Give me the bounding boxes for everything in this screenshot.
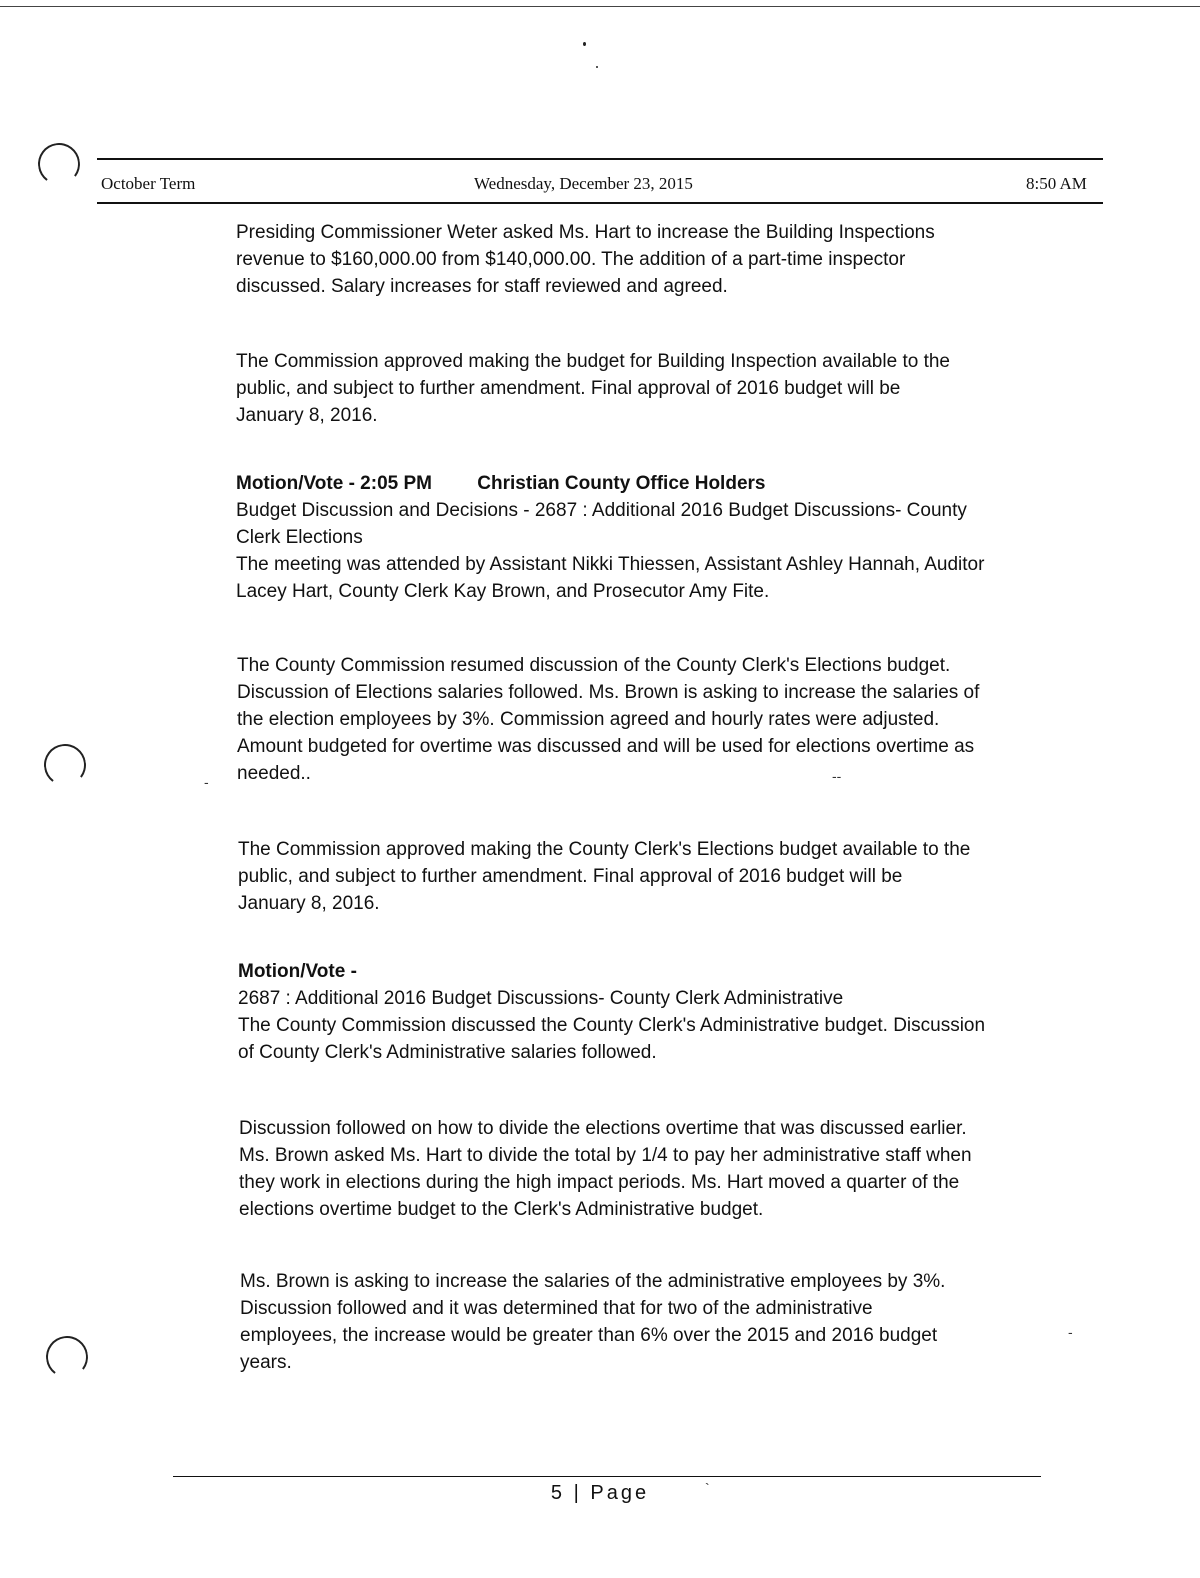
text-line: Discussion followed on how to divide the elections overtime that was discussed earlier. (239, 1118, 967, 1139)
text-line: The County Commission resumed discussion of the County Clerk's Elections budget. (237, 655, 951, 676)
agenda-subject: Christian County Office Holders (477, 473, 766, 494)
text-line: 2687 : Additional 2016 Budget Discussions- County Clerk Administrative (238, 988, 844, 1009)
text-line: public, and subject to further amendment. Final approval of 2016 budget will be (238, 866, 903, 887)
scan-speck (596, 66, 598, 68)
header-time: 8:50 AM (1026, 174, 1087, 193)
text-line: revenue to $160,000.00 from $140,000.00. The addition of a part-time inspector (236, 249, 906, 270)
scan-dash-mark: -- (832, 768, 842, 784)
text-line: elections overtime budget to the Clerk's Administrative budget. (239, 1199, 764, 1220)
text-line: Ms. Brown asked Ms. Hart to divide the total by 1/4 to pay her administrative staff when (239, 1145, 972, 1166)
header-bottom-rule (97, 202, 1103, 204)
header-date: Wednesday, December 23, 2015 (474, 174, 693, 193)
paragraph (237, 652, 979, 787)
text-line: The Commission approved making the budget for Building Inspection available to the (236, 351, 950, 372)
text-line: The County Commission discussed the County Clerk's Administrative budget. Discussion (238, 1015, 986, 1036)
text-line: The Commission approved making the County Clerk's Elections budget available to the (238, 839, 971, 860)
text-line: Discussion of Elections salaries followed. Ms. Brown is asking to increase the salaries of (237, 682, 980, 703)
text-line: January 8, 2016. (236, 405, 378, 426)
text-line: The meeting was attended by Assistant Nikki Thiessen, Assistant Ashley Hannah, Auditor (236, 554, 985, 575)
text-line: Presiding Commissioner Weter asked Ms. Hart to increase the Building Inspections (236, 222, 935, 243)
text-line: public, and subject to further amendment. Final approval of 2016 budget will be (236, 378, 901, 399)
text-line: discussed. Salary increases for staff reviewed and agreed. (236, 276, 728, 297)
motion-vote-label: Motion/Vote - 2:05 PM (236, 473, 432, 494)
agenda-item (238, 958, 985, 1066)
text-line: the election employees by 3%. Commission agreed and hourly rates were adjusted. (237, 709, 940, 730)
scan-tick-mark: ` (705, 1480, 710, 1496)
motion-vote-label: Motion/Vote - (238, 961, 357, 982)
text-line: Ms. Brown is asking to increase the salaries of the administrative employees by 3%. (240, 1271, 946, 1292)
text-line: needed.. (237, 763, 311, 784)
text-line: Amount budgeted for overtime was discussed and will be used for elections overtime as (237, 736, 975, 757)
scan-dash-mark: - (204, 774, 209, 790)
text-line: years. (240, 1352, 292, 1373)
agenda-heading (236, 470, 984, 497)
scan-dash-mark: - (1068, 1324, 1073, 1340)
footer-rule (173, 1476, 1041, 1477)
paragraph (240, 1268, 945, 1376)
paragraph (239, 1115, 972, 1223)
text-line: they work in elections during the high impact periods. Ms. Hart moved a quarter of the (239, 1172, 960, 1193)
paragraph (238, 836, 970, 917)
hole-punch-icon (43, 1333, 90, 1380)
text-line: Lacey Hart, County Clerk Kay Brown, and Prosecutor Amy Fite. (236, 581, 770, 602)
text-line: employees, the increase would be greater than 6% over the 2015 and 2016 budget (240, 1325, 938, 1346)
text-line: of County Clerk's Administrative salaries followed. (238, 1042, 657, 1063)
scan-edge-line (0, 6, 1200, 7)
paragraph (236, 219, 935, 300)
page-number: 5 | Page (550, 1482, 650, 1504)
scan-speck (583, 42, 586, 46)
hole-punch-icon (35, 140, 82, 187)
text-line: January 8, 2016. (238, 893, 380, 914)
text-line: Clerk Elections (236, 527, 363, 548)
header-top-rule (97, 158, 1103, 160)
text-line: Discussion followed and it was determined that for two of the administrative (240, 1298, 873, 1319)
hole-punch-icon (41, 741, 88, 788)
header-term: October Term (101, 174, 196, 193)
text-line: Budget Discussion and Decisions - 2687 : Additional 2016 Budget Discussions- County (236, 500, 967, 521)
paragraph (236, 348, 950, 429)
agenda-item (236, 470, 984, 605)
